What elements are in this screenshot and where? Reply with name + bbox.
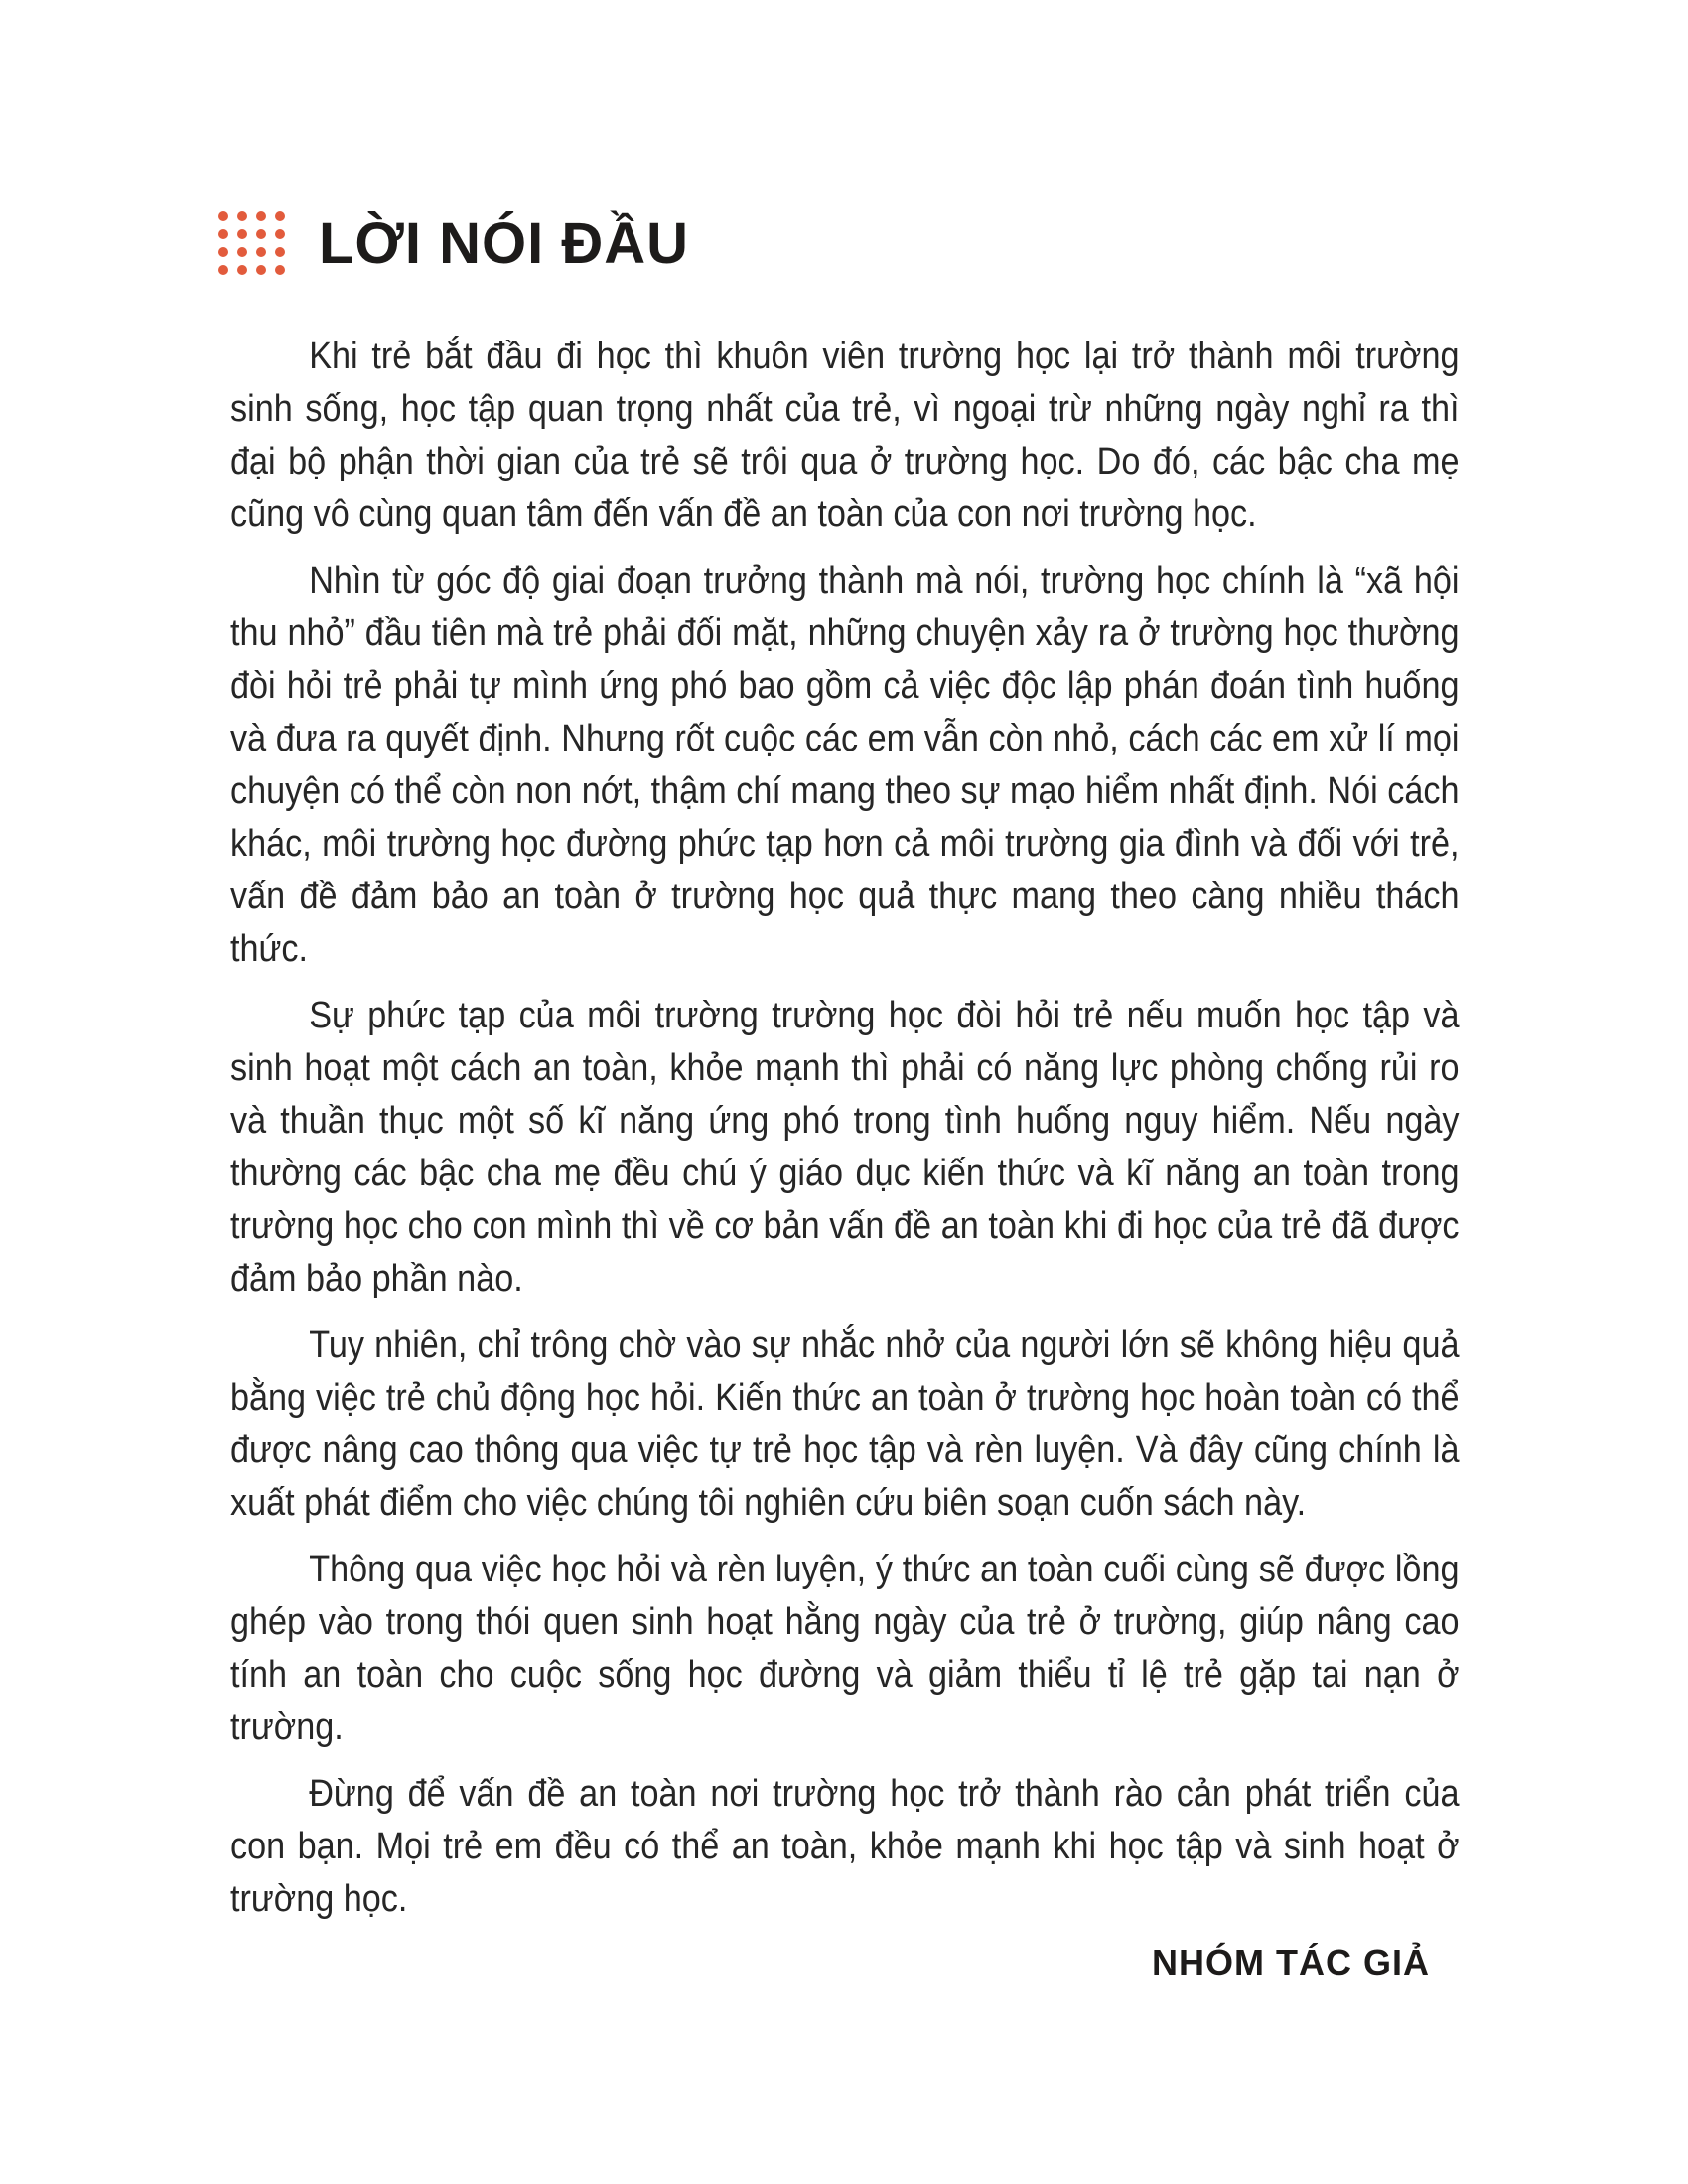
paragraph: Tuy nhiên, chỉ trông chờ vào sự nhắc nhở của người lớn sẽ không hiệu quả bằng việc trẻ chủ động học hỏi. Kiến thức an toàn ở trường học hoàn toàn có thể được nâng cao thông qua việc tự trẻ học tập và rèn luyện. Và đây cũng chính là xuất phát điểm cho việc chúng tôi nghiên cứu biên soạn cuốn sách này. xyxy=(230,1324,1460,1524)
section-header xyxy=(218,204,1460,283)
author-signoff: NHÓM TÁC GIẢ xyxy=(1152,1942,1430,1982)
paragraph: Thông qua việc học hỏi và rèn luyện, ý thức an toàn cuối cùng sẽ được lồng ghép vào trong thói quen sinh hoạt hằng ngày của trẻ ở trường, giúp nâng cao tính an toàn cho cuộc sống học đường và giảm thiểu tỉ lệ trẻ gặp tai nạn ở trường. xyxy=(230,1549,1460,1748)
title-dots-icon xyxy=(218,211,285,275)
foreword-body xyxy=(230,331,1460,1926)
paragraph: Khi trẻ bắt đầu đi học thì khuôn viên trường học lại trở thành môi trường sinh sống, học tập quan trọng nhất của trẻ, vì ngoại trừ những ngày nghỉ ra thì đại bộ phận thời gian của trẻ sẽ trôi qua ở trường học. Do đó, các bậc cha mẹ cũng vô cùng quan tâm đến vấn đề an toàn của con nơi trường học. xyxy=(230,336,1460,535)
paragraph: Đừng để vấn đề an toàn nơi trường học trở thành rào cản phát triển của con bạn. Mọi trẻ em đều có thể an toàn, khỏe mạnh khi học tập và sinh hoạt ở trường học. xyxy=(230,1773,1460,1920)
paragraph: Sự phức tạp của môi trường trường học đòi hỏi trẻ nếu muốn học tập và sinh hoạt một cách an toàn, khỏe mạnh thì phải có năng lực phòng chống rủi ro và thuần thục một số kĩ năng ứng phó trong tình huống nguy hiểm. Nếu ngày thường các bậc cha mẹ đều chú ý giáo dục kiến thức và kĩ năng an toàn trong trường học cho con mình thì về cơ bản vấn đề an toàn khi đi học của trẻ đã được đảm bảo phần nào. xyxy=(230,995,1460,1299)
paragraph: Nhìn từ góc độ giai đoạn trưởng thành mà nói, trường học chính là “xã hội thu nhỏ” đầu tiên mà trẻ phải đối mặt, những chuyện xảy ra ở trường học thường đòi hỏi trẻ phải tự mình ứng phó bao gồm cả việc độc lập phán đoán tình huống và đưa ra quyết định. Nhưng rốt cuộc các em vẫn còn nhỏ, cách các em xử lí mọi chuyện có thể còn non nớt, thậm chí mang theo sự mạo hiểm nhất định. Nói cách khác, môi trường học đường phức tạp hơn cả môi trường gia đình và đối với trẻ, vấn đề đảm bảo an toàn ở trường học quả thực mang theo càng nhiều thách thức. xyxy=(230,560,1460,970)
page-title: LỜI NÓI ĐẦU xyxy=(319,210,690,276)
